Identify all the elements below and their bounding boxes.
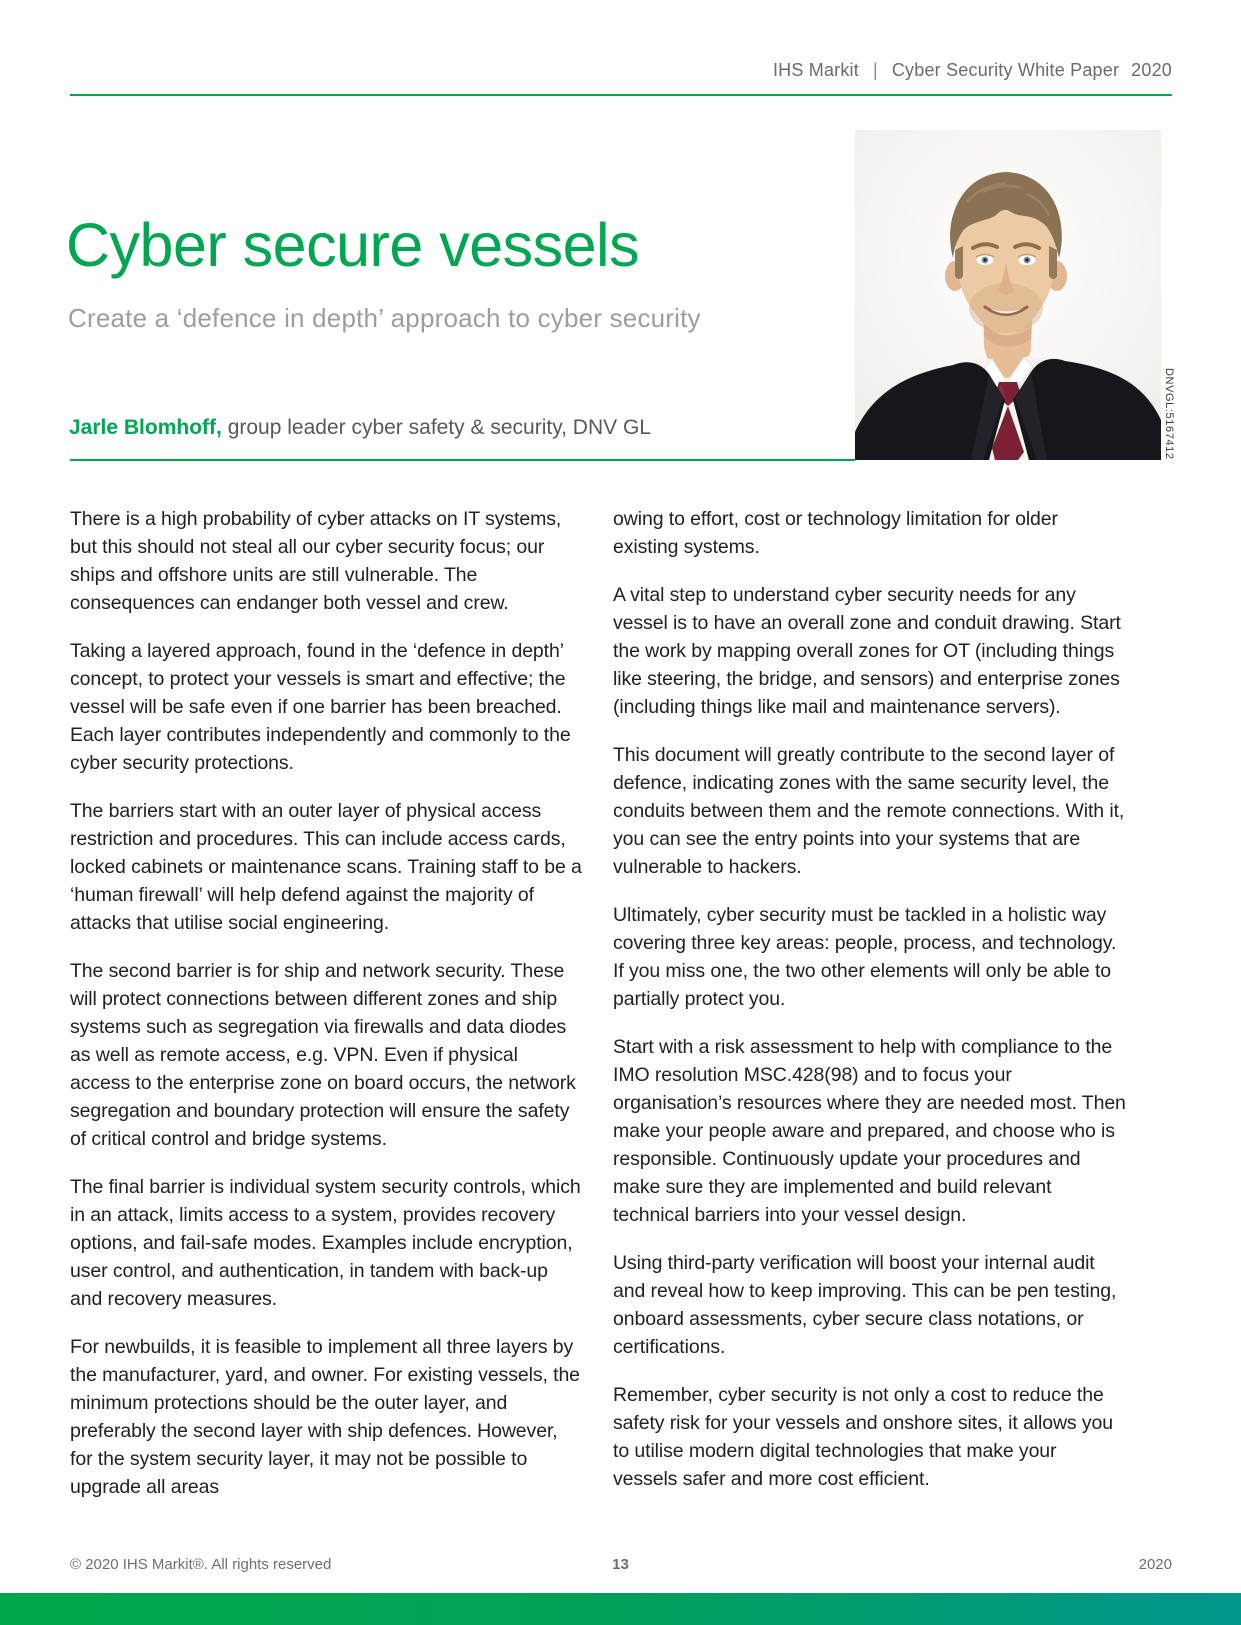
paragraph: The barriers start with an outer layer of physical access restriction and procedures. This can include access cards, locked cabinets or maintenance scans. Training staff to be a ‘human firewall’ will help defend against the majority of attacks that utilise social engineering. [70, 800, 582, 934]
header-brand: IHS Markit [772, 60, 859, 80]
paragraph: The second barrier is for ship and network security. These will protect connections between different zones and ship systems such as segregation via firewalls and data diodes as well as remote access, e.g. VPN. Even if physical access to the enterprise zone on board occurs, the network segregation and boundary protection will ensure the safety of critical control and bridge systems. [70, 960, 576, 1150]
footer-year: 2020 [1138, 1556, 1172, 1573]
footer-page-number: 13 [612, 1556, 629, 1573]
header-doc-title: Cyber Security White Paper [891, 60, 1120, 80]
paragraph: This document will greatly contribute to the second layer of defence, indicating zones with the same security level, the conduits between them and the remote connections. With it, you can see the entry points into your systems that are vulnerable to hackers. [613, 744, 1125, 878]
author-line [69, 416, 651, 440]
paragraph: Using third-party verification will boost your internal audit and reveal how to keep improving. This can be pen testing, onboard assessments, cyber secure class notations, or certifications. [613, 1252, 1117, 1358]
header-separator: | [872, 60, 878, 80]
author-name: Jarle Blomhoff, [69, 416, 222, 439]
paragraph: owing to effort, cost or technology limitation for older existing systems. [613, 508, 1058, 558]
article-body [70, 505, 1126, 1521]
header-year: 2020 [1131, 60, 1172, 80]
paragraph: Taking a layered approach, found in the ‘defence in depth’ concept, to protect your vessels is smart and effective; the vessel will be safe even if one barrier has been breached. Each layer contributes independently and commonly to the cyber security protections. [70, 640, 571, 774]
author-rule [70, 459, 855, 461]
photo-credit: DNVGL:5167412 [1163, 368, 1175, 460]
footer-copyright: © 2020 IHS Markit®. All rights reserved [70, 1556, 332, 1573]
left-column [70, 505, 583, 1521]
paragraph: There is a high probability of cyber attacks on IT systems, but this should not steal all our cyber security focus; our ships and offshore units are still vulnerable. The consequences can endanger both vessel and crew. [70, 508, 562, 614]
author-role: group leader cyber safety & security, DNV GL [221, 416, 651, 439]
header [773, 60, 1172, 81]
header-rule [70, 94, 1172, 96]
paragraph: For newbuilds, it is feasible to implement all three layers by the manufacturer, yard, and owner. For existing vessels, the minimum protections should be the outer layer, and preferably the second layer with ship defences. However, for the system security layer, it may not be possible to upgrade all areas [70, 1336, 580, 1498]
page-subtitle: Create a ‘defence in depth’ approach to cyber security [68, 303, 701, 333]
right-column [613, 505, 1126, 1521]
portrait-photo-svg [855, 130, 1161, 460]
page-title: Cyber secure vessels [66, 211, 640, 279]
portrait-photo [855, 130, 1161, 460]
paragraph: Remember, cyber security is not only a cost to reduce the safety risk for your vessels and onshore sites, it allows you to utilise modern digital technologies that make your vessels safer and more cost efficient. [613, 1384, 1114, 1490]
paragraph: A vital step to understand cyber security needs for any vessel is to have an overall zone and conduit drawing. Start the work by mapping overall zones for OT (including things like steering, the bridge, and sensors) and enterprise zones (including things like mail and maintenance servers). [613, 584, 1121, 718]
paragraph: Start with a risk assessment to help with compliance to the IMO resolution MSC.428(98) and to focus your organisation’s resources where they are needed most. Then make your people aware and prepared, and choose who is responsible. Continuously update your procedures and make sure they are implemented and build relevant technical barriers into your vessel design. [613, 1036, 1126, 1226]
paragraph: Ultimately, cyber security must be tackled in a holistic way covering three key areas: people, process, and technology. If you miss one, the two other elements will only be able to partially protect you. [613, 904, 1117, 1010]
footer-accent-bar [0, 1593, 1241, 1625]
paragraph: The final barrier is individual system security controls, which in an attack, limits access to a system, provides recovery options, and fail-safe modes. Examples include encryption, user control, and authentication, in tandem with back-up and recovery measures. [70, 1176, 581, 1310]
